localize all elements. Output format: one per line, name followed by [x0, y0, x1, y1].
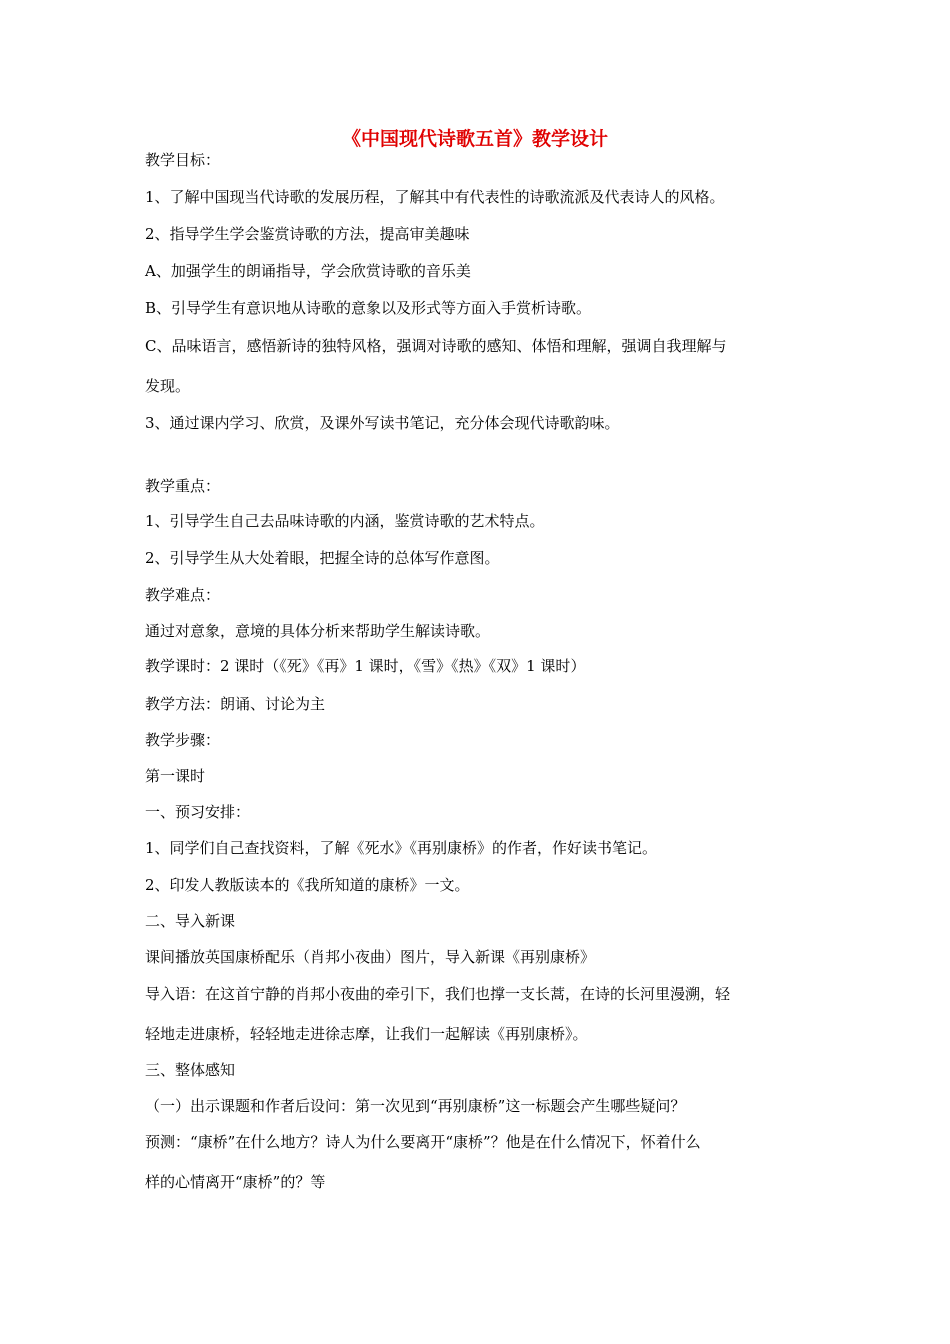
- text-line: 教学重点：: [145, 477, 221, 495]
- text-line: 2、指导学生学会鉴赏诗歌的方法，提高审美趣味: [145, 225, 470, 243]
- text-line: 预测：“康桥”在什么地方？诗人为什么要离开“康桥”？他是在什么情况下，怀着什么: [145, 1133, 701, 1151]
- text-line: 三、整体感知: [145, 1061, 236, 1079]
- text-line: 1、同学们自己查找资料，了解《死水》《再别康桥》的作者，作好读书笔记。: [145, 839, 658, 857]
- text-line: 2、引导学生从大处着眼，把握全诗的总体写作意图。: [145, 549, 500, 567]
- text-line: 教学难点：: [145, 586, 221, 604]
- text-line: 一、预习安排：: [145, 803, 251, 821]
- text-line: 二、导入新课: [145, 912, 236, 930]
- document-title: 《中国现代诗歌五首》教学设计: [341, 128, 608, 150]
- text-line: 课间播放英国康桥配乐（肖邦小夜曲）图片，导入新课《再别康桥》: [145, 948, 596, 966]
- text-line: 第一课时: [145, 767, 206, 785]
- text-line: 发现。: [145, 377, 191, 395]
- text-line: 导入语：在这首宁静的肖邦小夜曲的牵引下，我们也撑一支长蒿，在诗的长河里漫溯，轻: [145, 985, 731, 1003]
- text-line: B、引导学生有意识地从诗歌的意象以及形式等方面入手赏析诗歌。: [145, 299, 592, 317]
- text-line: A、加强学生的朗诵指导，学会欣赏诗歌的音乐美: [145, 262, 471, 280]
- text-line: 教学方法：朗诵、讨论为主: [145, 695, 326, 713]
- text-line: 1、了解中国现当代诗歌的发展历程，了解其中有代表性的诗歌流派及代表诗人的风格。: [145, 188, 725, 206]
- text-line: 通过对意象，意境的具体分析来帮助学生解读诗歌。: [145, 622, 491, 640]
- text-line: 教学目标：: [145, 151, 221, 169]
- text-line: 轻地走进康桥，轻轻地走进徐志摩，让我们一起解读《再别康桥》。: [145, 1025, 588, 1043]
- text-line: C、品味语言，感悟新诗的独特风格，强调对诗歌的感知、体悟和理解，强调自我理解与: [145, 337, 727, 355]
- text-line: 1、引导学生自己去品味诗歌的内涵，鉴赏诗歌的艺术特点。: [145, 512, 545, 530]
- text-line: 教学课时：2 课时（《死》《再》1 课时，《雪》《热》《双》1 课时）: [145, 657, 586, 675]
- text-line: 样的心情离开“康桥”的？等: [145, 1173, 326, 1191]
- text-line: （一）出示课题和作者后设问：第一次见到“再别康桥”这一标题会产生哪些疑问？: [145, 1097, 686, 1115]
- text-line: 教学步骤：: [145, 731, 221, 749]
- text-line: 2、印发人教版读本的《我所知道的康桥》一文。: [145, 876, 470, 894]
- text-line: 3、通过课内学习、欣赏，及课外写读书笔记，充分体会现代诗歌韵味。: [145, 414, 620, 432]
